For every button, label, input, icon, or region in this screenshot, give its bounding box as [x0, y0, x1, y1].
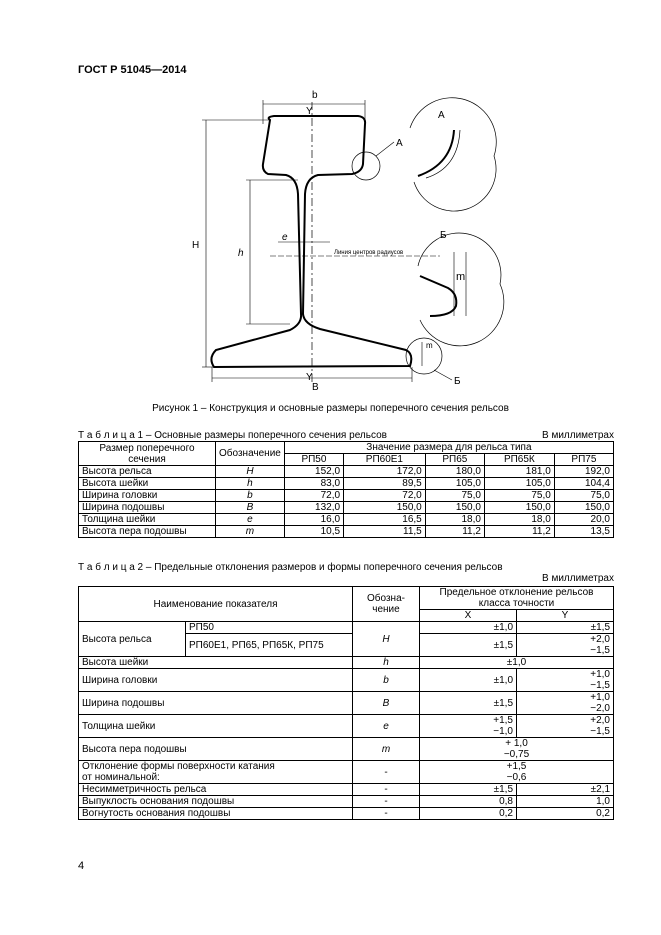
- t1-cell: 75,0: [425, 490, 484, 502]
- label-detail-B: Б: [440, 230, 447, 241]
- t2-asym-dash: -: [353, 784, 420, 796]
- t1-row-name: Высота пера подошвы: [79, 526, 216, 538]
- label-m: m: [426, 341, 433, 350]
- t1-cell: 132,0: [284, 502, 343, 514]
- t2-sym-B: B: [353, 692, 420, 715]
- table2: [78, 586, 614, 820]
- t1-cell: 16,0: [284, 514, 343, 526]
- page-number: 4: [78, 860, 85, 872]
- t1-row-symbol: H: [216, 466, 285, 478]
- t1-cell: 18,0: [484, 514, 554, 526]
- label-y-bottom: Y: [306, 372, 313, 383]
- figure-caption: Рисунок 1 – Конструкция и основные размеры поперечного сечения рельсов: [152, 403, 509, 414]
- t1-cell: 152,0: [284, 466, 343, 478]
- t2-surface-v1: +1,5: [506, 761, 527, 772]
- t1-type-1: РП60Е1: [344, 454, 426, 466]
- t1-cell: 72,0: [344, 490, 426, 502]
- t2-col-name: Наименование показателя: [79, 587, 353, 622]
- t1-cell: 105,0: [484, 478, 554, 490]
- t1-cell: 150,0: [425, 502, 484, 514]
- t2-concave-dash: -: [353, 808, 420, 820]
- t1-cell: 180,0: [425, 466, 484, 478]
- t1-cell: 75,0: [484, 490, 554, 502]
- table1: [78, 441, 614, 538]
- t1-cell: 10,5: [284, 526, 343, 538]
- t1-cell: 150,0: [554, 502, 613, 514]
- t2-thick-x1: +1,5: [493, 715, 513, 726]
- t2-flange-v2: −0,75: [503, 749, 530, 760]
- t2-sym-m: m: [353, 738, 420, 761]
- t1-row-symbol: B: [216, 502, 285, 514]
- t1-row-name: Ширина головки: [79, 490, 216, 502]
- t2-thick-y: [517, 715, 614, 738]
- t2-flange-v1: + 1,0: [505, 738, 528, 749]
- t2-rp50: РП50: [186, 622, 353, 634]
- t2-head-y2: −1,5: [590, 680, 610, 691]
- t1-cell: 75,0: [554, 490, 613, 502]
- t2-col-dev: Предельное отклонение рельсов класса точности: [420, 587, 614, 610]
- t2-surface-val: [420, 761, 614, 784]
- table-row: [79, 514, 614, 526]
- t2-concave: Вогнутость основания подошвы: [79, 808, 353, 820]
- t1-row-name: Толщина шейки: [79, 514, 216, 526]
- table2-title: Т а б л и ц а 2 – Предельные отклонения размеров и формы поперечного сечения рельсов: [78, 562, 503, 573]
- rail-cross-section-figure: [170, 84, 510, 394]
- t1-type-0: РП50: [284, 454, 343, 466]
- t2-col-y: Y: [517, 610, 614, 622]
- label-b: b: [312, 90, 318, 101]
- t1-cell: 192,0: [554, 466, 613, 478]
- rail-drawing: [170, 84, 510, 394]
- table1-title: Т а б л и ц а 1 – Основные размеры поперечного сечения рельсов: [78, 430, 387, 441]
- t1-cell: 16,5: [344, 514, 426, 526]
- table1-unit: В миллиметрах: [542, 430, 614, 441]
- t2-head-x: ±1,0: [420, 669, 517, 692]
- label-detail-m: m: [456, 271, 466, 283]
- label-e: e: [282, 232, 288, 243]
- table2-unit: В миллиметрах: [542, 573, 614, 584]
- t1-cell: 105,0: [425, 478, 484, 490]
- t2-asym-x: ±1,5: [420, 784, 517, 796]
- t2-rp-others: РП60Е1, РП65, РП65К, РП75: [186, 634, 353, 657]
- t2-flange-height: Высота пера подошвы: [79, 738, 353, 761]
- t1-row-symbol: m: [216, 526, 285, 538]
- label-H: H: [192, 240, 200, 251]
- t2-rp50-x: ±1,0: [420, 622, 517, 634]
- t1-cell: 11,5: [344, 526, 426, 538]
- t2-base-x: ±1,5: [420, 692, 517, 715]
- t2-surface-dev2: от номинальной:: [82, 772, 160, 783]
- t2-neck-height: Высота шейки: [79, 657, 353, 669]
- t1-cell: 72,0: [284, 490, 343, 502]
- t1-cell: 150,0: [484, 502, 554, 514]
- detail-a-circle: [410, 98, 496, 211]
- label-B-cyr: Б: [454, 376, 461, 387]
- t2-head-y1: +1,0: [590, 669, 610, 680]
- t1-cell: 18,0: [425, 514, 484, 526]
- t1-row-symbol: b: [216, 490, 285, 502]
- t2-col-x: X: [420, 610, 517, 622]
- t1-type-3: РП65К: [484, 454, 554, 466]
- t2-base-y2: −2,0: [590, 703, 610, 714]
- t1-cell: 11,2: [425, 526, 484, 538]
- t1-cell: 172,0: [344, 466, 426, 478]
- table-row: [79, 478, 614, 490]
- t2-flange-val: [420, 738, 614, 761]
- t1-row-symbol: e: [216, 514, 285, 526]
- t2-convex-y: 1,0: [517, 796, 614, 808]
- t2-asym: Несимметричность рельса: [79, 784, 353, 796]
- t2-surface-dev1: Отклонение формы поверхности катания: [82, 761, 275, 772]
- label-centers-line: Линия центров радиусов: [334, 250, 404, 256]
- t1-cell: 11,2: [484, 526, 554, 538]
- t1-cell: 181,0: [484, 466, 554, 478]
- t2-thick-y1: +2,0: [590, 715, 610, 726]
- t1-row-name: Высота шейки: [79, 478, 216, 490]
- t2-convex-dash: -: [353, 796, 420, 808]
- t1-col-symbol: Обозначение: [216, 442, 285, 466]
- t1-row-symbol: h: [216, 478, 285, 490]
- t2-sym-H: H: [353, 622, 420, 657]
- t2-rail-height: Высота рельса: [79, 622, 186, 657]
- t2-neck-thick: Толщина шейки: [79, 715, 353, 738]
- t2-thick-x2: −1,0: [493, 726, 513, 737]
- t2-asym-y: ±2,1: [517, 784, 614, 796]
- t2-base-y: [517, 692, 614, 715]
- t2-head-y: [517, 669, 614, 692]
- t1-row-name: Ширина подошвы: [79, 502, 216, 514]
- t2-sym-b: b: [353, 669, 420, 692]
- label-y-top: Y: [306, 106, 313, 117]
- t2-convex-x: 0,8: [420, 796, 517, 808]
- t2-oth-x: ±1,5: [420, 634, 517, 657]
- t1-col-values: Значение размера для рельса типа: [284, 442, 613, 454]
- t2-rp50-y: ±1,5: [517, 622, 614, 634]
- t1-row-name: Высота рельса: [79, 466, 216, 478]
- table-row: [79, 490, 614, 502]
- document-header: ГОСТ Р 51045—2014: [78, 64, 187, 76]
- table1-title-row: [78, 430, 614, 441]
- t2-col-symbol: Обозна-чение: [353, 587, 420, 622]
- t1-cell: 104,4: [554, 478, 613, 490]
- table-row: [79, 466, 614, 478]
- t2-oth-y: [517, 634, 614, 657]
- t1-type-2: РП65: [425, 454, 484, 466]
- detail-b-profile: [420, 276, 456, 316]
- t2-concave-y: 0,2: [517, 808, 614, 820]
- t2-base-y1: +1,0: [590, 692, 610, 703]
- t2-surface-dash: -: [353, 761, 420, 784]
- rail-outline: [211, 116, 411, 367]
- t1-cell: 150,0: [344, 502, 426, 514]
- label-A: A: [396, 138, 403, 149]
- label-h: h: [238, 248, 244, 259]
- table-row: [79, 502, 614, 514]
- t2-thick-x: [420, 715, 517, 738]
- t2-base-width: Ширина подошвы: [79, 692, 353, 715]
- label-B: B: [312, 382, 319, 393]
- label-detail-A: А: [438, 110, 445, 121]
- t1-type-4: РП75: [554, 454, 613, 466]
- t2-oth-y2: −1,5: [590, 645, 610, 656]
- t2-surface-v2: −0,6: [506, 772, 527, 783]
- t1-cell: 83,0: [284, 478, 343, 490]
- t2-thick-y2: −1,5: [590, 726, 610, 737]
- t2-concave-x: 0,2: [420, 808, 517, 820]
- t2-neck-val: ±1,0: [420, 657, 614, 669]
- t2-oth-y1: +2,0: [590, 634, 610, 645]
- t2-convex: Выпуклость основания подошвы: [79, 796, 353, 808]
- t2-head-width: Ширина головки: [79, 669, 353, 692]
- t2-surface-dev: [79, 761, 353, 784]
- detail-a-profile: [418, 130, 454, 176]
- t2-sym-e: e: [353, 715, 420, 738]
- t1-cell: 20,0: [554, 514, 613, 526]
- table-row: [79, 526, 614, 538]
- t1-cell: 13,5: [554, 526, 613, 538]
- t1-cell: 89,5: [344, 478, 426, 490]
- t2-sym-h: h: [353, 657, 420, 669]
- t1-col-param: Размер поперечного сечения: [79, 442, 216, 466]
- detail-b-circle: [418, 233, 504, 346]
